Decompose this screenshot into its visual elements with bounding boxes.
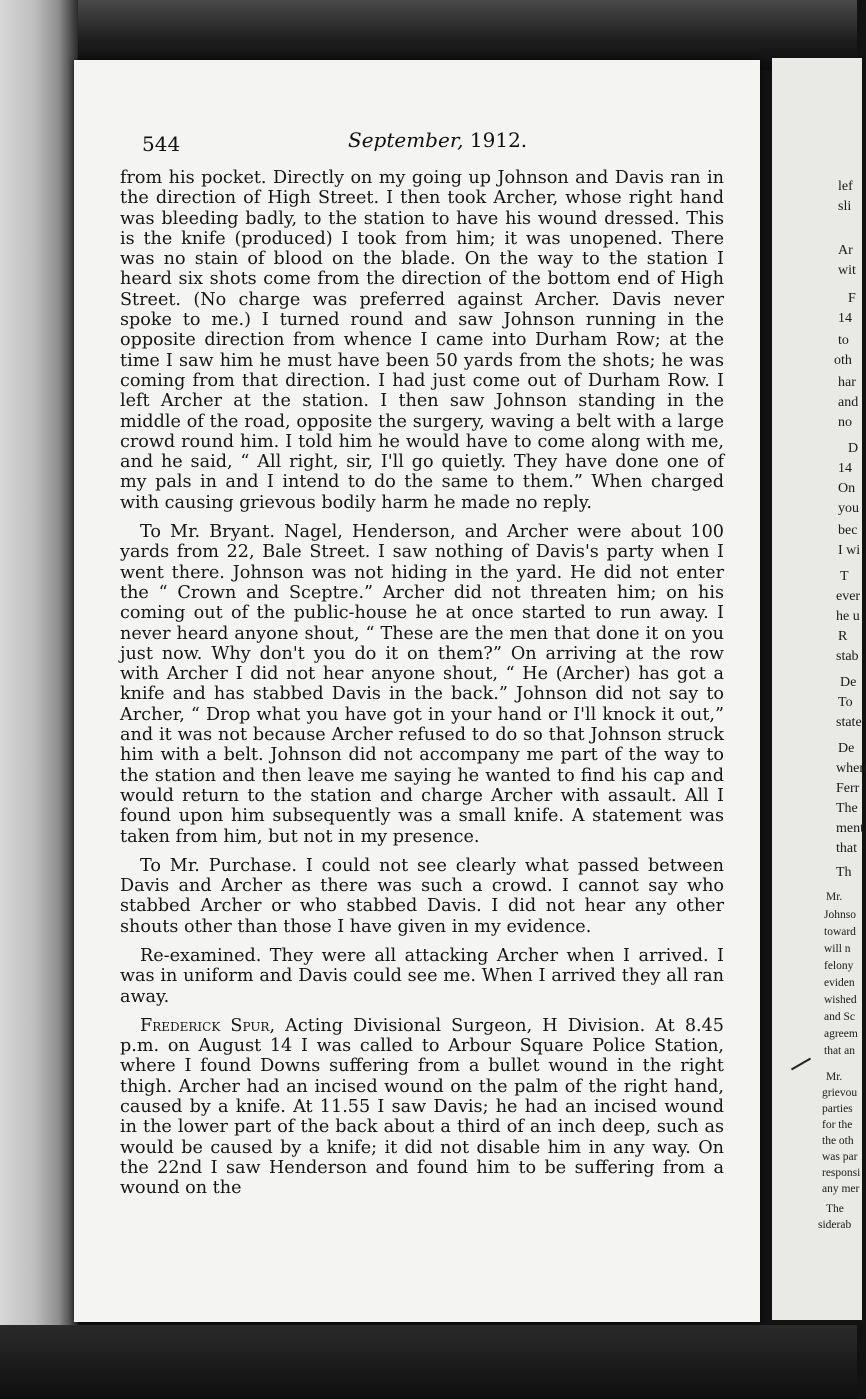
facing-page-fragment: har [838, 375, 856, 390]
facing-page-fragment: Th [836, 865, 852, 880]
witness-name: Frederick Spur, [140, 1015, 276, 1036]
facing-page-fragment: state [836, 715, 862, 730]
facing-page-fragment: D [848, 441, 859, 456]
running-title-year: 1912. [469, 128, 528, 152]
facing-page-fragment: agreem [824, 1028, 858, 1040]
facing-page-fragment: wit [838, 263, 856, 278]
facing-page-fragment: he u [836, 609, 860, 624]
body-paragraph: Re-examined. They were all attacking Archer when I arrived. I was in uniform and Davis could see me. When I arrived they all ran away. [120, 945, 724, 1007]
facing-page-fragment: will n [824, 943, 851, 955]
page-body [120, 168, 724, 1208]
facing-page-fragment: bec [838, 523, 858, 538]
body-paragraph: To Mr. Bryant. Nagel, Henderson, and Archer were about 100 yards from 22, Bale Street. I saw nothing of Davis's party when I went there. Johnson was not hiding in the yard. He did not enter the “ Crown and Sceptre.” Archer did not threaten him; on his coming out of the public-house he at once started to run away. I never heard anyone shout, “ These are the men that done it on you just now. Why don't you do it on them?” On arriving at the row with Archer I did not hear anyone shout, “ He (Archer) has got a knife and has stabbed Davis in the back.” Johnson did not say to Archer, “ Drop what you have got in your hand or I'll knock it out,” and it was not because Archer refused to do so that Johnson struck him with a belt. Johnson did not accompany me part of the way to the station and then leave me saying he wanted to find his cap and would return to the station and charge Archer with assault. All I found upon him subsequently was a small knife. A statement was taken from him, but not in my presence. [120, 522, 724, 847]
facing-page-fragment: oth [834, 353, 852, 368]
facing-page-fragment: responsi [822, 1167, 861, 1179]
facing-page-fragment: that an [824, 1045, 855, 1057]
facing-page-fragment: To [838, 695, 853, 710]
facing-page-fragment: siderab [818, 1219, 852, 1231]
facing-page-fragment: De [840, 675, 857, 690]
facing-page-fragment: that [836, 841, 857, 856]
facing-page-fragment: was par [822, 1151, 858, 1163]
facing-page-fragment: F [848, 291, 856, 306]
witness-testimony: Acting Divisional Surgeon, H Division. At 8.45 p.m. on August 14 I was called to Arbour Square Police Station, where I found Downs suffering from a bullet wound in the right thigh. Archer had an incised wound on the palm of the right hand, caused by a knife. At 11.55 I saw Davis; he had an incised wound in the lower part of the back about a third of an inch deep, such as would be caused by a knife; it did not disable him in any way. On the 22nd I saw Henderson and found him to be suffering from a wound on the [120, 1015, 724, 1199]
running-title [348, 128, 527, 152]
facing-page-fragment: I wi [838, 543, 861, 558]
facing-page-fragment: Mr. [826, 891, 843, 903]
facing-page-fragment: no [838, 415, 852, 430]
facing-page-fragment: On [838, 481, 856, 496]
facing-page-fragment: ever [836, 589, 861, 604]
page-number: 544 [142, 132, 181, 156]
facing-page-fragment: lef [838, 179, 853, 194]
facing-page-fragment: any mer [822, 1183, 860, 1195]
facing-page-fragment: Ferr [836, 781, 860, 796]
body-paragraph: from his pocket. Directly on my going up Johnson and Davis ran in the direction of High Street. I then took Archer, whose right hand was bleeding badly, to the station to have his wound dressed. This is the knife (produced) I took from him; it was unopened. There was no stain of blood on the blade. On the way to the station I heard six shots come from the direction of the bottom end of High Street. (No charge was preferred against Archer. Davis never spoke to me.) I turned round and saw Johnson running in the opposite direction from whence I came into Durham Row; at the time I saw him he must have been 50 yards from the shots; he was coming from that direction. I had just come out of Durham Row. I left Archer at the station. I then saw Johnson standing in the middle of the road, opposite the surgery, waving a belt with a large crowd round him. I told him he would have to come along with me, and he said, “ All right, sir, I'll go quietly. They have done one of my pals in and I intend to do the same to them.” When charged with causing grievous bodily harm he made no reply. [120, 168, 724, 513]
facing-page-fragment: The [836, 801, 858, 816]
facing-page-fragment: and Sc [824, 1011, 855, 1023]
facing-page-fragment: T [840, 569, 849, 584]
facing-page-fragment: De [838, 741, 855, 756]
facing-page-fragment: Mr. [826, 1071, 843, 1083]
facing-page-fragment: sli [838, 199, 852, 214]
body-paragraph: To Mr. Purchase. I could not see clearly what passed between Davis and Archer as there was such a crowd. I cannot say who stabbed Archer or who stabbed Davis. I did not hear any other shouts other than those I have given in my evidence. [120, 855, 724, 937]
facing-page-fragment: you [838, 501, 859, 516]
facing-page-fragment: Johnso [824, 909, 856, 921]
facing-page-fragment: grievou [822, 1087, 858, 1099]
facing-page-fragment: felony [824, 960, 854, 972]
running-title-month: September, [348, 128, 464, 152]
facing-page-fragment: toward [824, 926, 856, 938]
facing-page-fragment: The [826, 1203, 844, 1215]
facing-page-fragment: to [838, 333, 849, 348]
facing-page-fragment: eviden [824, 977, 855, 989]
facing-page-fragment: when [836, 761, 866, 776]
page-header [140, 128, 740, 158]
scan-bottom-shadow [0, 1325, 857, 1399]
surgeon-paragraph [120, 1016, 724, 1199]
facing-page-fragment: the oth [822, 1135, 854, 1147]
facing-page-fragment: parties [822, 1103, 853, 1115]
book-gutter [0, 0, 78, 1399]
facing-page-fragment: wished [824, 994, 857, 1006]
facing-page-fragment: ment [836, 821, 864, 836]
facing-page-fragment: 14 [838, 461, 852, 476]
facing-page-fragment: stab [836, 649, 859, 664]
facing-page-fragment: for the [822, 1119, 853, 1131]
facing-page-fragment: 14 [838, 311, 852, 326]
facing-page-fragment: and [838, 395, 859, 410]
facing-page-fragment: Ar [838, 243, 853, 258]
facing-page-fragment: R [838, 629, 848, 644]
